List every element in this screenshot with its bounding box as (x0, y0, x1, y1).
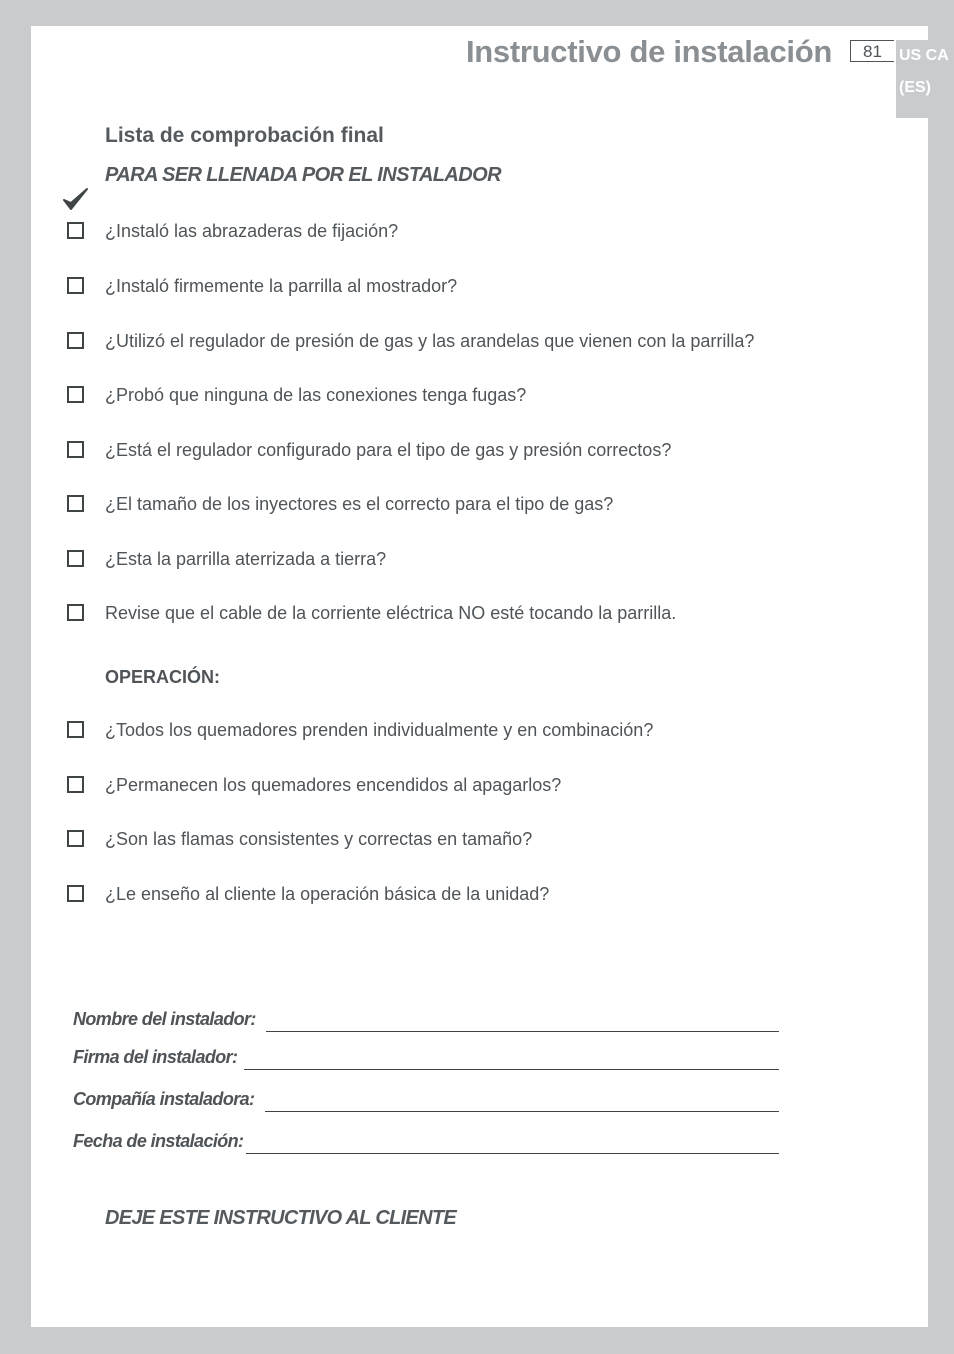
page-number: 81 (850, 40, 894, 62)
checklist-item (0, 383, 900, 409)
checklist-item-label: ¿Esta la parrilla aterrizada a tierra? (105, 549, 387, 569)
checklist-item (0, 882, 900, 908)
checklist-item-label: Revise que el cable de la corriente eléctrica NO esté tocando la parrilla. (105, 603, 677, 623)
installation-date-line[interactable] (246, 1153, 779, 1154)
region-tab-countries: US CA (899, 47, 949, 64)
checklist-item (0, 492, 900, 518)
installer-signature-field[interactable] (73, 1040, 783, 1070)
installing-company-line[interactable] (265, 1111, 779, 1112)
checkbox[interactable] (67, 776, 84, 793)
installer-name-line[interactable] (266, 1031, 779, 1032)
operation-heading: OPERACIÓN: (105, 667, 221, 687)
checkbox[interactable] (67, 604, 84, 621)
installing-company-field[interactable] (73, 1082, 783, 1112)
installation-date-field[interactable] (73, 1124, 783, 1154)
checklist-item (0, 274, 900, 300)
checklist-item (0, 329, 900, 355)
checklist-item-label: ¿Son las flamas consistentes y correctas en tamaño? (105, 829, 533, 849)
checklist-item-label: ¿Todos los quemadores prenden individualmente y en combinación? (105, 720, 654, 740)
checklist-item (0, 601, 900, 627)
checklist-item-label: ¿Probó que ninguna de las conexiones tenga fugas? (105, 385, 527, 405)
checkbox[interactable] (67, 441, 84, 458)
checklist-item-label: ¿Está el regulador configurado para el tipo de gas y presión correctos? (105, 440, 672, 460)
checklist-item-label: ¿Permanecen los quemadores encendidos al apagarlos? (105, 775, 562, 795)
installer-signature-line[interactable] (244, 1069, 779, 1070)
installer-signature-label: Firma del instalador: (73, 1047, 238, 1067)
checkbox[interactable] (67, 721, 84, 738)
checkbox[interactable] (67, 495, 84, 512)
checkbox[interactable] (67, 277, 84, 294)
checkmark-icon (62, 187, 90, 213)
installation-date-label: Fecha de instalación: (73, 1131, 244, 1151)
checklist-item (0, 219, 900, 245)
checklist-title: Lista de comprobación final (105, 124, 384, 147)
checklist-item-label: ¿Le enseño al cliente la operación básica de la unidad? (105, 884, 550, 904)
checkbox[interactable] (67, 332, 84, 349)
checklist-item (0, 438, 900, 464)
checkbox[interactable] (67, 830, 84, 847)
region-tab-language: (ES) (899, 79, 931, 96)
checkbox[interactable] (67, 222, 84, 239)
checklist-item-label: ¿Instaló firmemente la parrilla al mostrador? (105, 276, 458, 296)
footer-note: DEJE ESTE INSTRUCTIVO AL CLIENTE (105, 1207, 456, 1229)
checklist-item-label: ¿El tamaño de los inyectores es el correcto para el tipo de gas? (105, 494, 614, 514)
checkbox[interactable] (67, 386, 84, 403)
checklist-item-label: ¿Utilizó el regulador de presión de gas y las arandelas que vienen con la parrilla? (105, 331, 755, 351)
checklist-item (0, 547, 900, 573)
checklist-item (0, 718, 900, 744)
page-title: Instructivo de instalación (465, 34, 832, 69)
region-tab (896, 40, 949, 118)
checkbox[interactable] (67, 885, 84, 902)
installer-name-field[interactable] (73, 1002, 783, 1032)
installer-name-label: Nombre del instalador: (73, 1009, 256, 1029)
checkbox[interactable] (67, 550, 84, 567)
installing-company-label: Compañía instaladora: (73, 1089, 255, 1109)
checklist-subtitle: PARA SER LLENADA POR EL INSTALADOR (105, 164, 501, 186)
checklist-item (0, 773, 900, 799)
checklist-item (0, 827, 900, 853)
checklist-item-label: ¿Instaló las abrazaderas de fijación? (105, 221, 399, 241)
